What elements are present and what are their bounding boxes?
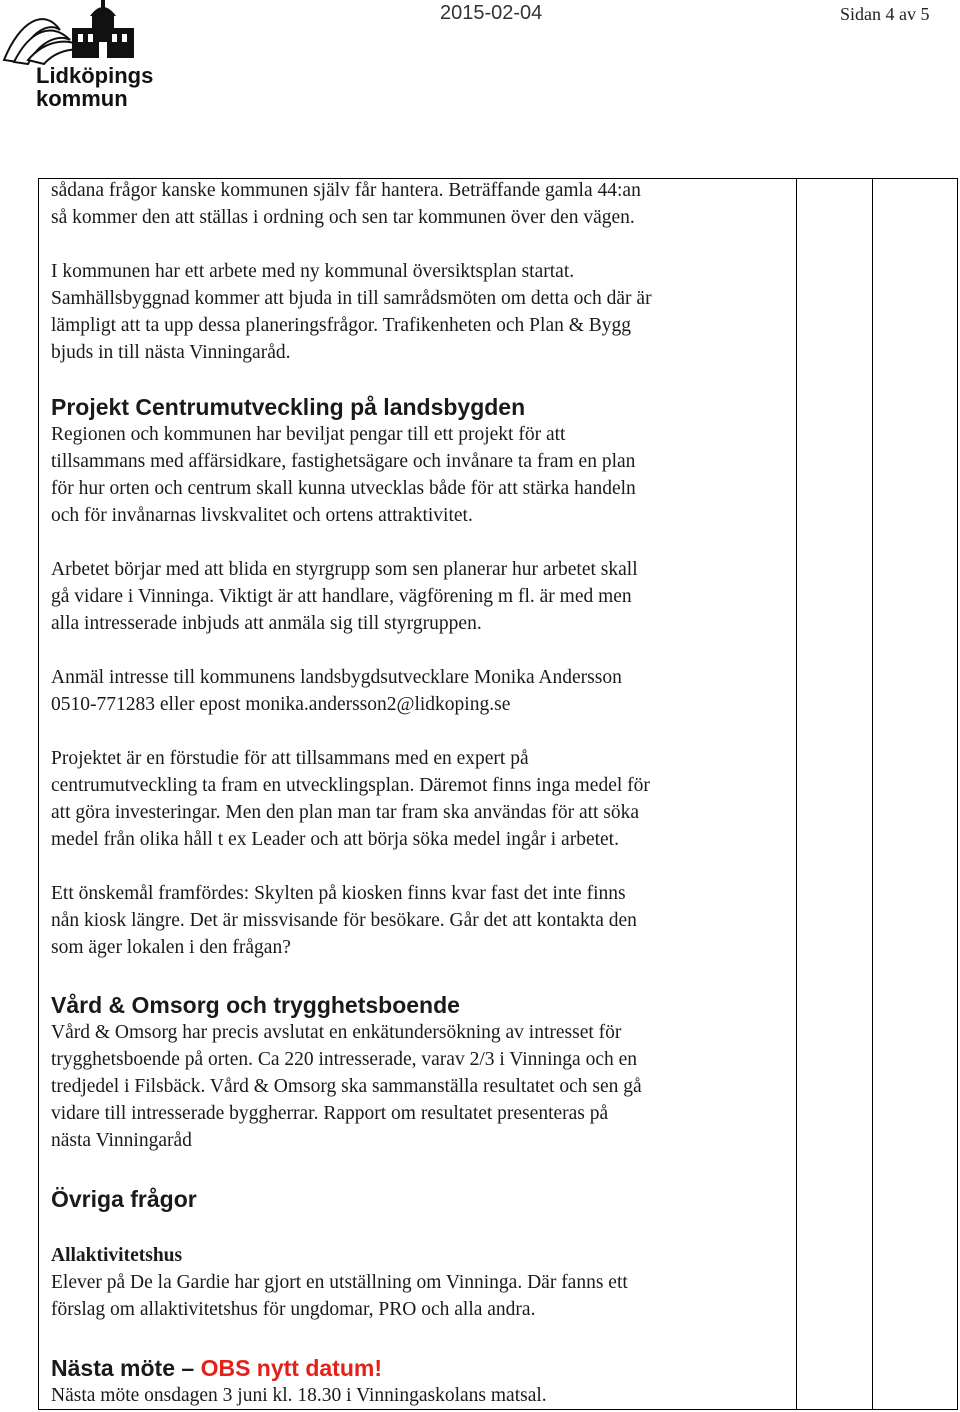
section-heading-ovriga: Övriga frågor xyxy=(51,1186,197,1212)
new-date-alert: OBS nytt datum! xyxy=(200,1355,383,1381)
text-line: Samhällsbyggnad kommer att bjuda in till samrådsmöten om detta och där är xyxy=(51,288,652,309)
text-line: trygghetsboende på orten. Ca 220 intresserade, varav 2/3 i Vinninga och en xyxy=(51,1049,638,1070)
heading-next-meeting: Nästa möte – xyxy=(51,1355,201,1381)
centrum-paragraph-1 xyxy=(51,421,781,529)
text-line: Anmäl intresse till kommunens landsbygdsutvecklare Monika Andersson xyxy=(51,667,622,688)
text-line: så kommer den att ställas i ordning och sen tar kommunen över den vägen. xyxy=(51,207,635,228)
section-heading-vard: Vård & Omsorg och trygghetsboende xyxy=(51,992,460,1018)
intro-paragraph-1 xyxy=(51,177,781,231)
logo-line-2: kommun xyxy=(36,86,128,111)
castle-emblem-icon xyxy=(0,0,150,70)
meeting-notes xyxy=(51,177,781,1409)
text-line: att göra investeringar. Men den plan man tar fram ska användas för att söka xyxy=(51,802,640,823)
text-line: Elever på De la Gardie har gjort en utställning om Vinninga. Där fanns ett xyxy=(51,1272,628,1293)
section-heading-nasta-mote xyxy=(51,1354,781,1382)
text-line: förslag om allaktivitetshus för ungdomar, PRO och alla andra. xyxy=(51,1299,536,1320)
centrum-paragraph-5 xyxy=(51,880,781,961)
text-line: I kommunen har ett arbete med ny kommunal översiktsplan startat. xyxy=(51,261,575,282)
text-line: Regionen och kommunen har beviljat pengar till ett projekt för att xyxy=(51,424,566,445)
table-column-divider-1 xyxy=(796,178,797,1410)
vard-paragraph xyxy=(51,1019,781,1154)
document-date: 2015-02-04 xyxy=(440,2,543,24)
centrum-paragraph-4 xyxy=(51,745,781,853)
next-meeting-details: Nästa möte onsdagen 3 juni kl. 18.30 i Vinningaskolans matsal. xyxy=(51,1385,547,1406)
text-line: nästa Vinningaråd xyxy=(51,1130,192,1151)
section-heading-centrum: Projekt Centrumutveckling på landsbygden xyxy=(51,394,526,420)
municipality-logo xyxy=(0,0,154,115)
text-line: tillsammans med affärsidkare, fastighetsägare och invånare ta fram en plan xyxy=(51,451,636,472)
table-column-divider-2 xyxy=(872,178,873,1410)
text-line: bjuds in till nästa Vinningaråd. xyxy=(51,342,291,363)
text-line: sådana frågor kanske kommunen själv får hantera. Beträffande gamla 44:an xyxy=(51,180,641,201)
text-line: Ett önskemål framfördes: Skylten på kiosken finns kvar fast det inte finns xyxy=(51,883,626,904)
centrum-paragraph-3 xyxy=(51,664,781,718)
centrum-paragraph-2 xyxy=(51,556,781,637)
logo-wordmark xyxy=(36,64,153,110)
text-line: som äger lokalen i den frågan? xyxy=(51,937,291,958)
subheading-allaktivitetshus: Allaktivitetshus xyxy=(51,1245,183,1266)
contact-line: 0510-771283 eller epost monika.andersson2@lidkoping.se xyxy=(51,694,511,715)
text-line: Projektet är en förstudie för att tillsammans med en expert på xyxy=(51,748,529,769)
text-line: centrumutveckling ta fram en utvecklingsplan. Däremot finns inga medel för xyxy=(51,775,650,796)
text-line: vidare till intresserade byggherrar. Rapport om resultatet presenteras på xyxy=(51,1103,609,1124)
text-line: och för invånarnas livskvalitet och ortens attraktivitet. xyxy=(51,505,473,526)
text-line: medel från olika håll t ex Leader och att börja söka medel ingår i arbetet. xyxy=(51,829,619,850)
text-line: Vård & Omsorg har precis avslutat en enkätundersökning av intresset för xyxy=(51,1022,622,1043)
text-line: Arbetet börjar med att blida en styrgrupp som sen planerar hur arbetet skall xyxy=(51,559,638,580)
intro-paragraph-2 xyxy=(51,258,781,366)
text-line: gå vidare i Vinninga. Viktigt är att handlare, vägförening m fl. är med men xyxy=(51,586,632,607)
logo-line-1: Lidköpings xyxy=(36,63,154,88)
text-line: nån kiosk längre. Det är missvisande för besökare. Går det att kontakta den xyxy=(51,910,637,931)
ovriga-paragraph xyxy=(51,1269,781,1323)
text-line: för hur orten och centrum skall kunna utvecklas både för att stärka handeln xyxy=(51,478,636,499)
text-line: lämpligt att ta upp dessa planeringsfrågor. Trafikenheten och Plan & Bygg xyxy=(51,315,632,336)
page-number: Sidan 4 av 5 xyxy=(840,4,930,24)
text-line: tredjedel i Filsbäck. Vård & Omsorg ska sammanställa resultatet och sen gå xyxy=(51,1076,642,1097)
text-line: alla intresserade inbjuds att anmäla sig till styrgruppen. xyxy=(51,613,482,634)
